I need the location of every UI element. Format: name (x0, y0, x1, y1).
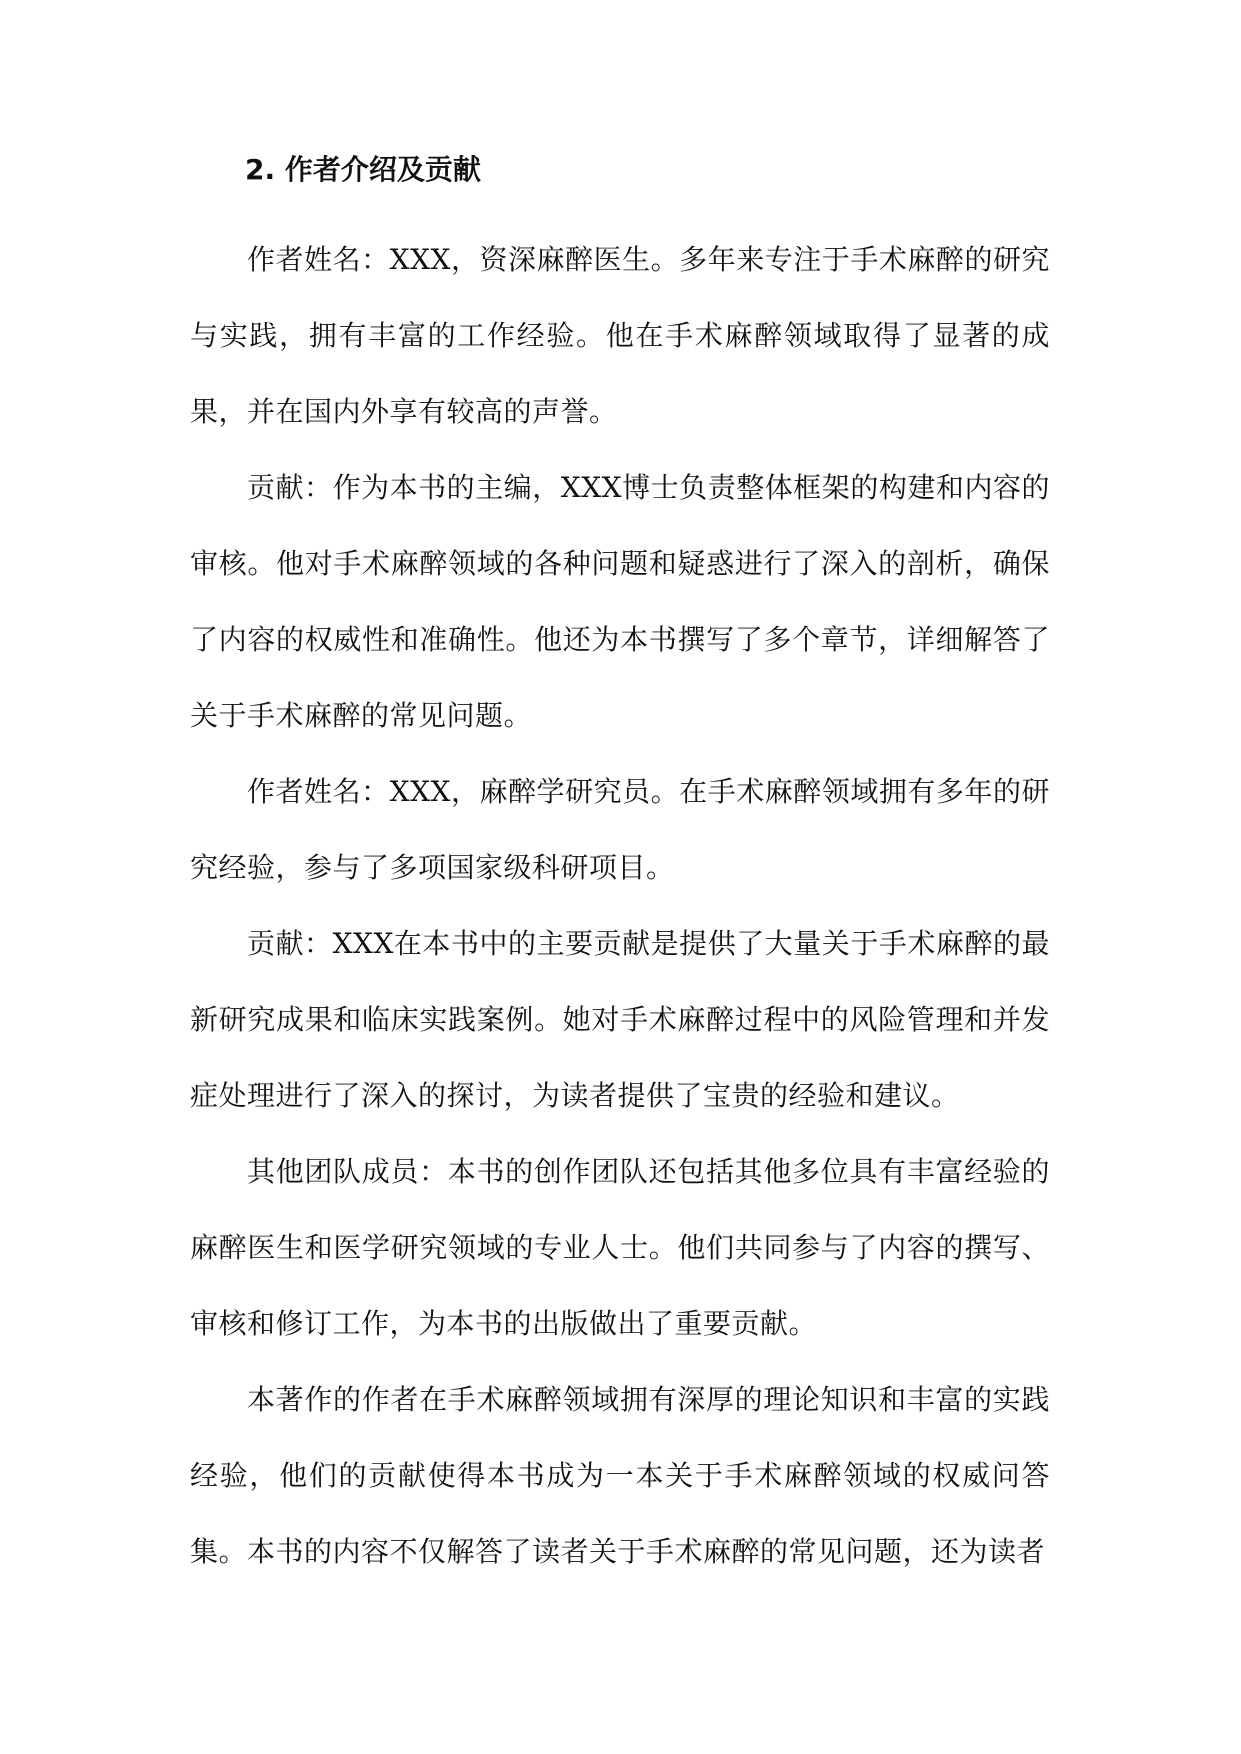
paragraph-author-2: 作者姓名：XXX，麻醉学研究员。在手术麻醉领域拥有多年的研究经验，参与了多项国家级科研项目。 (190, 775, 1050, 884)
paragraph-author-1: 作者姓名：XXX，资深麻醉医生。多年来专注于手术麻醉的研究与实践，拥有丰富的工作经验。他在手术麻醉领域取得了显著的成果，并在国内外享有较高的声誉。 (190, 243, 1050, 428)
document-body (190, 222, 1050, 1590)
paragraph-team-members: 其他团队成员：本书的创作团队还包括其他多位具有丰富经验的麻醉医生和医学研究领域的专业人士。他们共同参与了内容的撰写、审核和修订工作，为本书的出版做出了重要贡献。 (190, 1155, 1050, 1340)
paragraph-contribution-1: 贡献：作为本书的主编，XXX博士负责整体框架的构建和内容的审核。他对手术麻醉领域的各种问题和疑惑进行了深入的剖析，确保了内容的权威性和准确性。他还为本书撰写了多个章节，详细解答了关于手术麻醉的常见问题。 (190, 471, 1050, 732)
section-heading: 2. 作者介绍及贡献 (245, 153, 481, 186)
paragraph-summary: 本著作的作者在手术麻醉领域拥有深厚的理论知识和丰富的实践经验，他们的贡献使得本书成为一本关于手术麻醉领域的权威问答集。本书的内容不仅解答了读者关于手术麻醉的常见问题，还为读者 (190, 1383, 1050, 1568)
paragraph-contribution-2: 贡献：XXX在本书中的主要贡献是提供了大量关于手术麻醉的最新研究成果和临床实践案例。她对手术麻醉过程中的风险管理和并发症处理进行了深入的探讨，为读者提供了宝贵的经验和建议。 (190, 927, 1050, 1112)
